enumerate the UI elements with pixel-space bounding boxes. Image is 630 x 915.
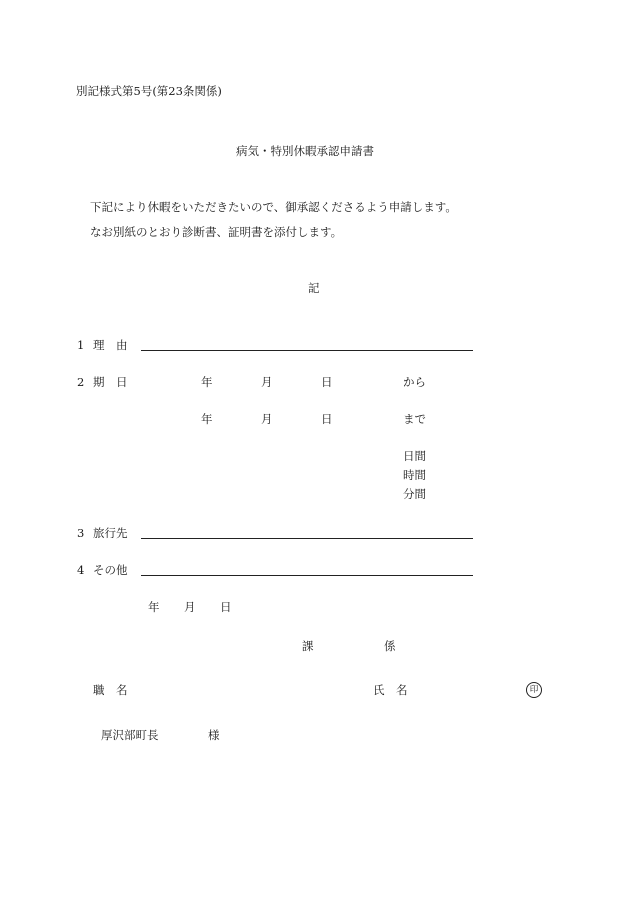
duration-days: 日間: [403, 449, 426, 463]
date-month: 月: [184, 600, 196, 614]
ki-heading: 記: [308, 281, 320, 295]
period-end-year: 年: [201, 412, 213, 426]
destination-line[interactable]: [141, 538, 473, 539]
document-title: 病気・特別休暇承認申請書: [236, 144, 374, 158]
item-1-number: 1: [77, 338, 85, 352]
item-3-number: 3: [77, 526, 85, 540]
intro-line-2: なお別紙のとおり診断書、証明書を添付します。: [90, 225, 343, 239]
section-ka: 課: [302, 639, 314, 653]
item-4-label: その他: [93, 563, 128, 577]
addressee-name: 厚沢部町長: [101, 728, 159, 742]
period-end-day: 日: [321, 412, 333, 426]
date-day: 日: [220, 600, 232, 614]
period-from: から: [403, 375, 426, 389]
period-start-month: 月: [261, 375, 273, 389]
position-label: 職 名: [93, 683, 128, 697]
reason-line[interactable]: [141, 350, 473, 351]
intro-line-1: 下記により休暇をいただきたいので、御承認くださるよう申請します。: [90, 200, 457, 214]
section-kakari: 係: [384, 639, 396, 653]
period-to: まで: [403, 412, 426, 426]
duration-minutes: 分間: [403, 487, 426, 501]
item-3-label: 旅行先: [93, 526, 128, 540]
period-end-month: 月: [261, 412, 273, 426]
date-year: 年: [148, 600, 160, 614]
item-2-label: 期 日: [93, 375, 128, 389]
addressee-honorific: 様: [208, 728, 220, 742]
period-start-day: 日: [321, 375, 333, 389]
item-4-number: 4: [77, 563, 85, 577]
period-start-year: 年: [201, 375, 213, 389]
item-2-number: 2: [77, 375, 85, 389]
name-label: 氏 名: [373, 683, 408, 697]
other-line[interactable]: [141, 575, 473, 576]
form-number: 別記様式第5号(第23条関係): [76, 84, 222, 98]
duration-hours: 時間: [403, 468, 426, 482]
seal-mark: 印: [526, 682, 542, 698]
item-1-label: 理 由: [93, 338, 128, 352]
